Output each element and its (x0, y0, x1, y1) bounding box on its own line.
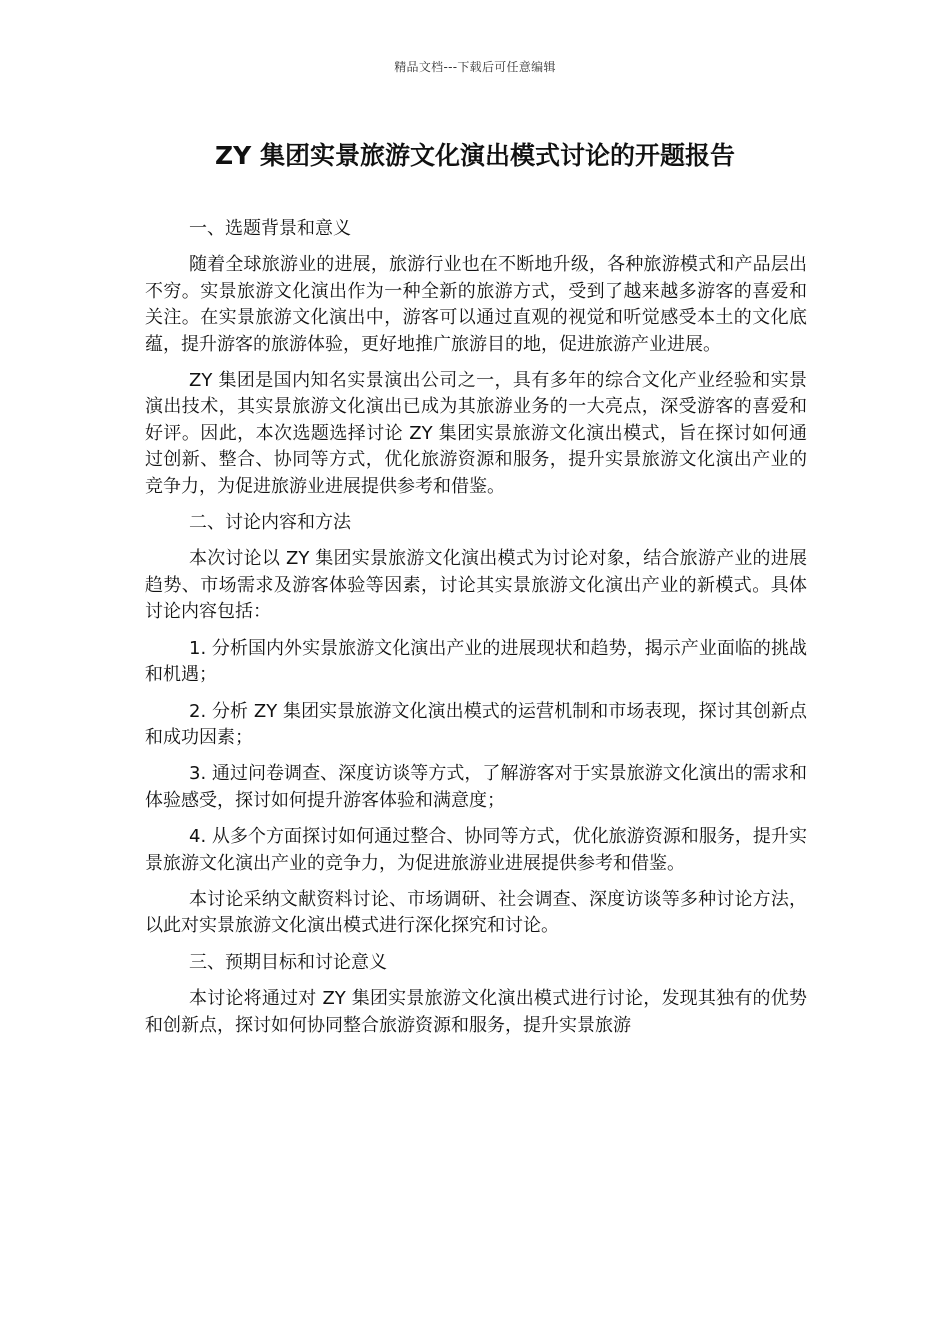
section-heading-background: 一、选题背景和意义 (189, 218, 351, 239)
paragraph: 本讨论采纳文献资料讨论、市场调研、社会调查、深度访谈等多种讨论方法，以此对实景旅游文化演出模式进行深化探究和讨论。 (145, 888, 807, 937)
list-item: 3. 通过问卷调查、深度访谈等方式，了解游客对于实景旅游文化演出的需求和体验感受，探讨如何提升游客体验和满意度； (145, 763, 807, 811)
section-heading-content-methods: 二、讨论内容和方法 (189, 512, 351, 534)
list-item: 2. 分析 ZY 集团实景旅游文化演出模式的运营机制和市场表现，探讨其创新点和成功因素； (145, 700, 807, 748)
paragraph: 本次讨论以 ZY 集团实景旅游文化演出模式为讨论对象，结合旅游产业的进展趋势、市场需求及游客体验等因素，讨论其实景旅游文化演出产业的新模式。具体讨论内容包括： (145, 548, 807, 623)
document-body (145, 216, 807, 1049)
list-item: 1. 分析国内外实景旅游文化演出产业的进展现状和趋势，揭示产业面临的挑战和机遇； (145, 637, 807, 686)
paragraph: 随着全球旅游业的进展，旅游行业也在不断地升级，各种旅游模式和产品层出不穷。实景旅游文化演出作为一种全新的旅游方式，受到了越来越多游客的喜爱和关注。在实景旅游文化演出中，游客可以通过直观的视觉和听觉感受本土的文化底蕴，提升游客的旅游体验，更好地推广旅游目的地，促进旅游产业进展。 (145, 254, 807, 355)
section-heading-goals: 三、预期目标和讨论意义 (189, 951, 387, 973)
paragraph: 本讨论将通过对 ZY 集团实景旅游文化演出模式进行讨论，发现其独有的优势和创新点，探讨如何协同整合旅游资源和服务，提升实景旅游 (145, 988, 807, 1036)
list-item: 4. 从多个方面探讨如何通过整合、协同等方式，优化旅游资源和服务，提升实景旅游文化演出产业的竞争力，为促进旅游业进展提供参考和借鉴。 (145, 826, 807, 874)
document-title: ZY 集团实景旅游文化演出模式讨论的开题报告 (215, 141, 735, 170)
paragraph: ZY 集团是国内知名实景演出公司之一，具有多年的综合文化产业经验和实景演出技术，其实景旅游文化演出已成为其旅游业务的一大亮点，深受游客的喜爱和好评。因此，本次选题选择讨论 ZY 集团实景旅游文化演出模式，旨在探讨如何通过创新、整合、协同等方式，优化旅游资源和服务，提升实景旅游文化演出产业的竞争力，为促进旅游业进展提供参考和借鉴。 (145, 370, 807, 497)
page-header: 精品文档---下载后可任意编辑 (394, 60, 556, 74)
